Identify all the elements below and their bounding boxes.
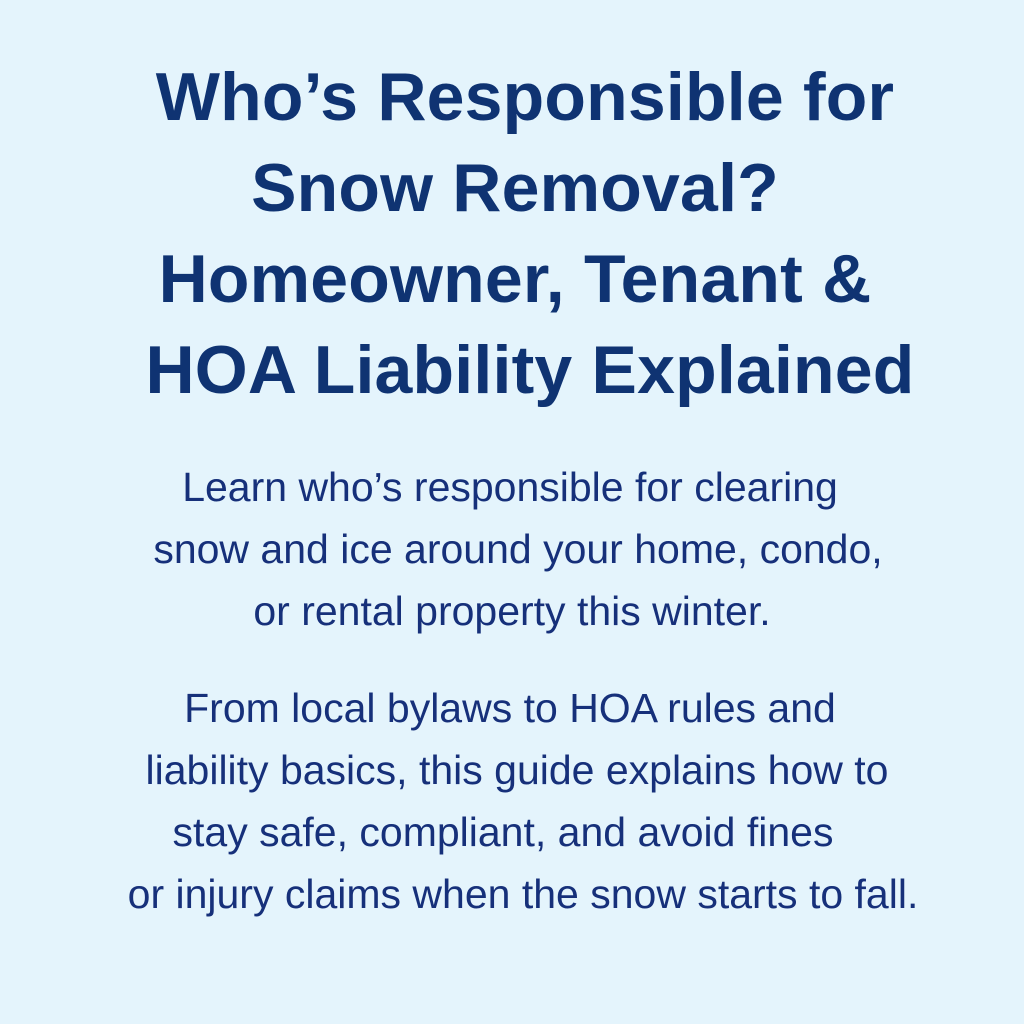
intro-line-3: or rental property this winter. xyxy=(253,588,771,634)
intro-line-1: Learn who’s responsible for clearing xyxy=(182,464,838,510)
body-line-4: or injury claims when the snow starts to fall. xyxy=(127,871,919,917)
intro-line-2: snow and ice around your home, condo, xyxy=(153,526,883,572)
headline xyxy=(0,52,1024,416)
body-paragraph xyxy=(0,677,1024,925)
intro-paragraph xyxy=(0,456,1024,642)
headline-line-1: Who’s Responsible for xyxy=(155,59,895,135)
body-line-3: stay safe, compliant, and avoid fines xyxy=(172,809,834,855)
body-line-2: liability basics, this guide explains how to xyxy=(145,747,889,793)
headline-line-3: Homeowner, Tenant & xyxy=(158,241,872,317)
headline-line-2: Snow Removal? xyxy=(251,150,779,226)
headline-line-4: HOA Liability Explained xyxy=(145,332,915,408)
body-line-1: From local bylaws to HOA rules and xyxy=(184,685,836,731)
